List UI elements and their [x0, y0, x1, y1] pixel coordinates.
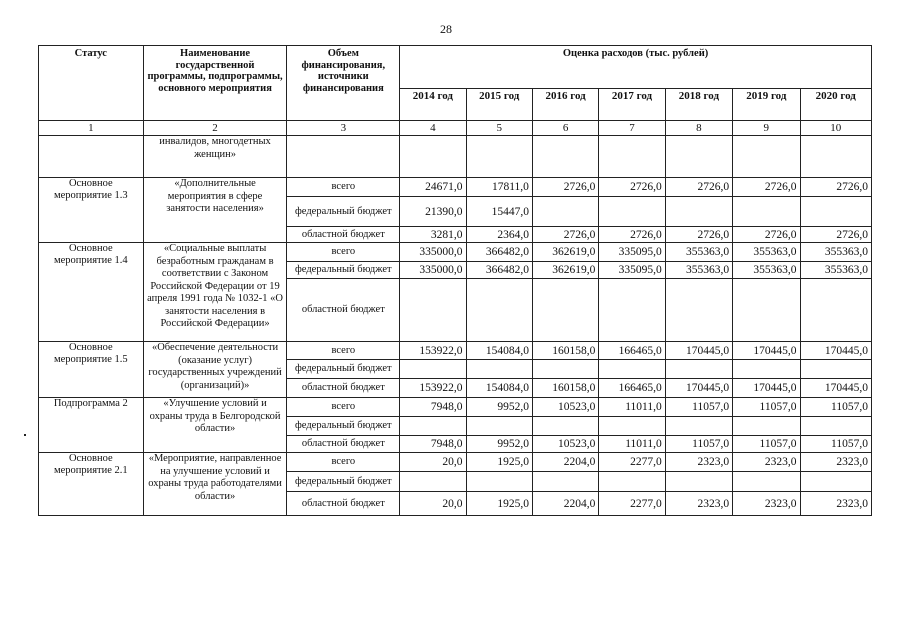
amount-cell: 2726,0 [800, 178, 872, 197]
funding-source-cell: федеральный бюджет [287, 197, 400, 227]
amount-cell: 11011,0 [599, 398, 665, 417]
amount-cell [400, 360, 466, 379]
amount-cell: 2323,0 [733, 453, 800, 472]
amount-cell [800, 279, 872, 342]
amount-cell: 2726,0 [599, 178, 665, 197]
program-name-cell: «Мероприятие, направленное на улучшение условий и охраны труда работодателями области» [143, 453, 287, 516]
year-header: 2020 год [800, 89, 872, 121]
funding-source-cell: федеральный бюджет [287, 360, 400, 379]
status-cell [39, 136, 144, 178]
amount-cell [532, 472, 598, 492]
amount-cell: 362619,0 [532, 262, 598, 279]
amount-cell: 166465,0 [599, 342, 665, 360]
amount-cell: 366482,0 [466, 262, 532, 279]
amount-cell [733, 279, 800, 342]
amount-cell: 153922,0 [400, 342, 466, 360]
amount-cell [466, 417, 532, 436]
amount-cell: 355363,0 [733, 243, 800, 262]
amount-cell: 2323,0 [733, 492, 800, 516]
funding-source-cell: федеральный бюджет [287, 262, 400, 279]
amount-cell: 160158,0 [532, 342, 598, 360]
amount-cell: 20,0 [400, 492, 466, 516]
amount-cell [665, 417, 732, 436]
funding-source-cell: областной бюджет [287, 492, 400, 516]
amount-cell [665, 197, 732, 227]
amount-cell: 2364,0 [466, 227, 532, 243]
amount-cell: 2726,0 [532, 178, 598, 197]
program-name-cell: «Обеспечение деятельности (оказание услуг) государственных учреждений (организаций)» [143, 342, 287, 398]
amount-cell [532, 197, 598, 227]
amount-cell: 11057,0 [800, 398, 872, 417]
amount-cell: 335000,0 [400, 262, 466, 279]
amount-cell: 355363,0 [733, 262, 800, 279]
amount-cell: 3281,0 [400, 227, 466, 243]
column-number: 10 [800, 121, 872, 136]
program-name-cell: «Улучшение условий и охраны труда в Белгородской области» [143, 398, 287, 453]
amount-cell: 170445,0 [733, 342, 800, 360]
program-name-cell: «Социальные выплаты безработным гражданам в соответствии с Законом Российской Федерации от 19 апреля 1991 года № 1032-1 «О занятости населения в Российской Федерации» [143, 243, 287, 342]
amount-cell: 170445,0 [665, 379, 732, 398]
funding-source-cell: областной бюджет [287, 279, 400, 342]
amount-cell: 160158,0 [532, 379, 598, 398]
amount-cell: 2323,0 [800, 492, 872, 516]
column-number: 6 [532, 121, 598, 136]
amount-cell [400, 279, 466, 342]
column-number: 4 [400, 121, 466, 136]
amount-cell [466, 472, 532, 492]
amount-cell: 21390,0 [400, 197, 466, 227]
amount-cell: 335095,0 [599, 243, 665, 262]
amount-cell: 2277,0 [599, 453, 665, 472]
table-row [39, 453, 872, 472]
amount-cell [665, 472, 732, 492]
header-status: Статус [39, 46, 144, 121]
year-header: 2014 год [400, 89, 466, 121]
year-header: 2017 год [599, 89, 665, 121]
amount-cell: 170445,0 [665, 342, 732, 360]
amount-cell [800, 360, 872, 379]
amount-cell [532, 279, 598, 342]
amount-cell: 2726,0 [599, 227, 665, 243]
amount-cell: 11057,0 [800, 436, 872, 453]
column-number: 9 [733, 121, 800, 136]
page-number: 28 [440, 22, 452, 36]
year-header: 2019 год [733, 89, 800, 121]
scan-mark [24, 434, 26, 436]
amount-cell [599, 360, 665, 379]
amount-cell: 20,0 [400, 453, 466, 472]
status-cell: Основное мероприятие 1.5 [39, 342, 144, 398]
amount-cell: 7948,0 [400, 436, 466, 453]
amount-cell: 355363,0 [665, 262, 732, 279]
amount-cell: 11011,0 [599, 436, 665, 453]
funding-source-cell: областной бюджет [287, 227, 400, 243]
funding-source-cell: федеральный бюджет [287, 417, 400, 436]
program-name-cell: «Дополнительные мероприятия в сфере занятости населения» [143, 178, 287, 243]
amount-cell: 11057,0 [665, 398, 732, 417]
amount-cell [466, 279, 532, 342]
amount-cell: 166465,0 [599, 379, 665, 398]
program-name-continuation: инвалидов, многодетных женщин» [143, 136, 287, 178]
amount-cell: 355363,0 [800, 243, 872, 262]
header-name: Наименование государственной программы, подпрограммы, основного мероприятия [143, 46, 287, 121]
amount-cell: 2323,0 [800, 453, 872, 472]
amount-cell: 335095,0 [599, 262, 665, 279]
amount-cell: 9952,0 [466, 436, 532, 453]
amount-cell: 355363,0 [800, 262, 872, 279]
year-header: 2018 год [665, 89, 732, 121]
amount-cell [800, 472, 872, 492]
status-cell: Основное мероприятие 1.3 [39, 178, 144, 243]
amount-cell [599, 417, 665, 436]
amount-cell [532, 417, 598, 436]
header-funding: Объем финансирования, источники финансирования [287, 46, 400, 121]
amount-cell: 11057,0 [733, 436, 800, 453]
amount-cell: 366482,0 [466, 243, 532, 262]
funding-source-cell: федеральный бюджет [287, 472, 400, 492]
table-row [39, 178, 872, 197]
amount-cell: 154084,0 [466, 379, 532, 398]
year-header: 2016 год [532, 89, 598, 121]
funding-source-cell: всего [287, 453, 400, 472]
funding-source-cell: всего [287, 342, 400, 360]
amount-cell: 11057,0 [665, 436, 732, 453]
amount-cell [599, 472, 665, 492]
amount-cell: 335000,0 [400, 243, 466, 262]
amount-cell: 9952,0 [466, 398, 532, 417]
amount-cell: 2726,0 [800, 227, 872, 243]
amount-cell: 2726,0 [733, 178, 800, 197]
amount-cell: 2204,0 [532, 492, 598, 516]
status-cell: Основное мероприятие 1.4 [39, 243, 144, 342]
amount-cell: 355363,0 [665, 243, 732, 262]
amount-cell: 1925,0 [466, 453, 532, 472]
expenditure-table [38, 45, 872, 516]
header-costs: Оценка расходов (тыс. рублей) [400, 46, 872, 89]
column-number: 5 [466, 121, 532, 136]
amount-cell: 1925,0 [466, 492, 532, 516]
amount-cell: 17811,0 [466, 178, 532, 197]
amount-cell [665, 360, 732, 379]
amount-cell: 2204,0 [532, 453, 598, 472]
amount-cell [733, 417, 800, 436]
amount-cell [599, 197, 665, 227]
amount-cell: 24671,0 [400, 178, 466, 197]
column-number: 3 [287, 121, 400, 136]
amount-cell: 2726,0 [665, 227, 732, 243]
amount-cell [400, 472, 466, 492]
status-cell: Основное мероприятие 2.1 [39, 453, 144, 516]
amount-cell: 7948,0 [400, 398, 466, 417]
amount-cell [400, 417, 466, 436]
table-row [39, 342, 872, 360]
amount-cell [800, 417, 872, 436]
amount-cell [800, 197, 872, 227]
amount-cell [599, 279, 665, 342]
amount-cell: 10523,0 [532, 436, 598, 453]
amount-cell: 11057,0 [733, 398, 800, 417]
amount-cell: 2726,0 [532, 227, 598, 243]
amount-cell [532, 360, 598, 379]
amount-cell: 2277,0 [599, 492, 665, 516]
funding-source-cell: областной бюджет [287, 436, 400, 453]
amount-cell: 170445,0 [800, 379, 872, 398]
year-header: 2015 год [466, 89, 532, 121]
amount-cell: 2323,0 [665, 453, 732, 472]
column-number: 1 [39, 121, 144, 136]
amount-cell [733, 472, 800, 492]
amount-cell [733, 197, 800, 227]
amount-cell: 15447,0 [466, 197, 532, 227]
funding-source-cell: всего [287, 243, 400, 262]
amount-cell: 170445,0 [733, 379, 800, 398]
amount-cell: 153922,0 [400, 379, 466, 398]
column-number: 8 [665, 121, 732, 136]
amount-cell: 362619,0 [532, 243, 598, 262]
funding-source-cell: областной бюджет [287, 379, 400, 398]
funding-source-cell: всего [287, 178, 400, 197]
amount-cell: 2323,0 [665, 492, 732, 516]
amount-cell [665, 279, 732, 342]
table-row [39, 243, 872, 262]
amount-cell: 2726,0 [665, 178, 732, 197]
column-number: 7 [599, 121, 665, 136]
amount-cell: 170445,0 [800, 342, 872, 360]
table-row [39, 398, 872, 417]
amount-cell: 154084,0 [466, 342, 532, 360]
amount-cell [466, 360, 532, 379]
amount-cell: 2726,0 [733, 227, 800, 243]
status-cell: Подпрограмма 2 [39, 398, 144, 453]
amount-cell: 10523,0 [532, 398, 598, 417]
column-number: 2 [143, 121, 287, 136]
amount-cell [733, 360, 800, 379]
funding-source-cell: всего [287, 398, 400, 417]
